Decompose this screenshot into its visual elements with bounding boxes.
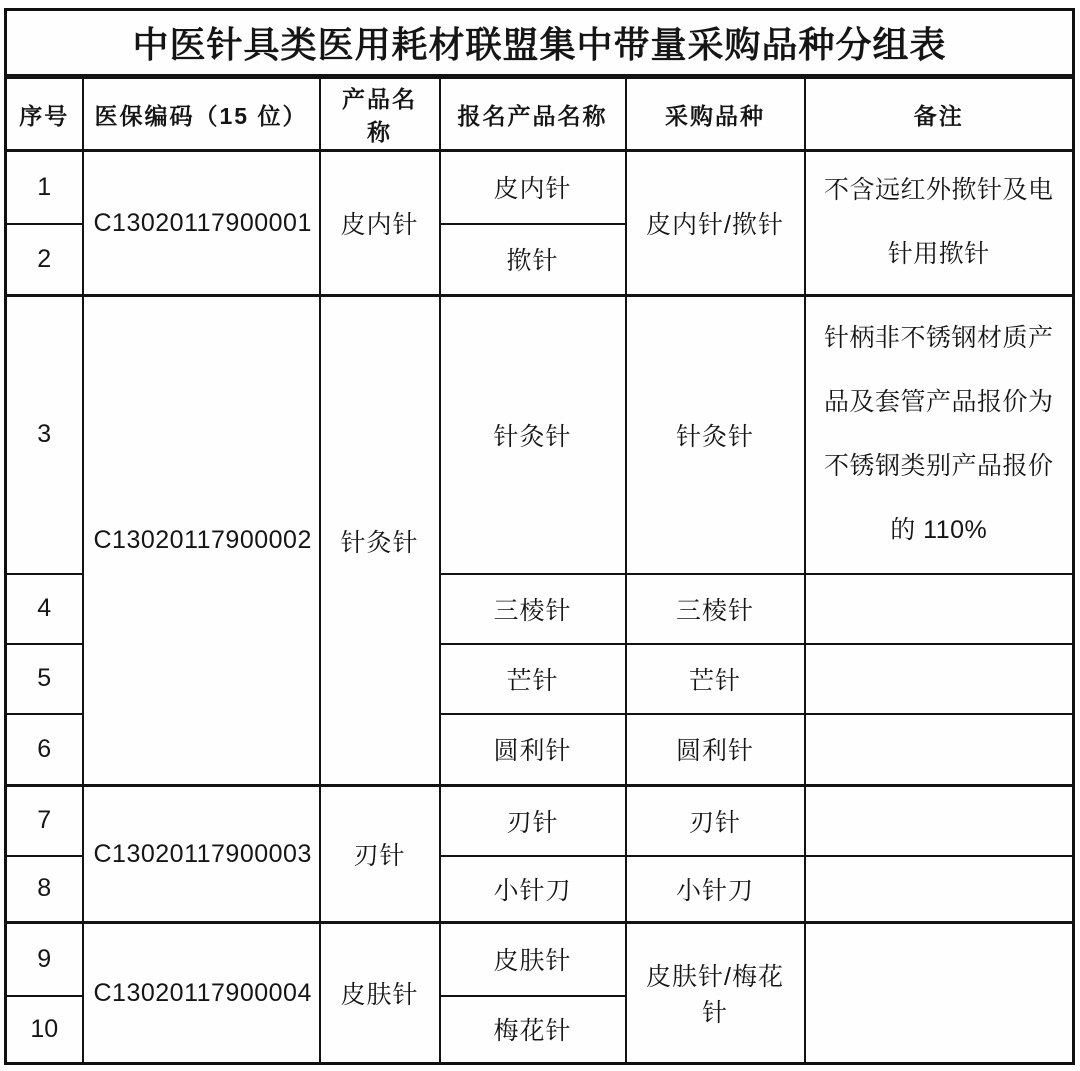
remark-cell-g4 bbox=[805, 923, 1074, 1064]
seq-cell-1: 1 bbox=[6, 151, 83, 224]
reg-cell-6: 圆利针 bbox=[440, 714, 626, 786]
product-cell-g2: 针灸针 bbox=[320, 296, 440, 786]
product-cell-g1: 皮内针 bbox=[320, 151, 440, 296]
variety-cell-8: 小针刀 bbox=[626, 856, 805, 923]
table-row bbox=[6, 296, 1074, 574]
variety-cell-4: 三棱针 bbox=[626, 574, 805, 644]
code-cell-g2: C13020117900002 bbox=[83, 296, 320, 786]
product-cell-g3: 刃针 bbox=[320, 786, 440, 923]
seq-cell-9: 9 bbox=[6, 923, 83, 996]
seq-cell-6: 6 bbox=[6, 714, 83, 786]
reg-cell-3: 针灸针 bbox=[440, 296, 626, 574]
remark-cell-g1: 不含远红外揿针及电针用揿针 bbox=[805, 151, 1074, 296]
remark-cell-6 bbox=[805, 714, 1074, 786]
col-header-reg: 报名产品名称 bbox=[440, 77, 626, 151]
col-header-remark: 备注 bbox=[805, 77, 1074, 151]
variety-cell-7: 刃针 bbox=[626, 786, 805, 856]
col-header-code: 医保编码（15 位） bbox=[83, 77, 320, 151]
remark-cell-8 bbox=[805, 856, 1074, 923]
variety-cell-g4: 皮肤针/梅花针 bbox=[626, 923, 805, 1064]
variety-cell-6: 圆利针 bbox=[626, 714, 805, 786]
seq-cell-2: 2 bbox=[6, 224, 83, 296]
reg-cell-9: 皮肤针 bbox=[440, 923, 626, 996]
reg-cell-2: 揿针 bbox=[440, 224, 626, 296]
reg-cell-1: 皮内针 bbox=[440, 151, 626, 224]
seq-cell-7: 7 bbox=[6, 786, 83, 856]
seq-cell-10: 10 bbox=[6, 996, 83, 1064]
table-row bbox=[6, 923, 1074, 996]
variety-cell-3: 针灸针 bbox=[626, 296, 805, 574]
table-row bbox=[6, 151, 1074, 224]
seq-cell-5: 5 bbox=[6, 644, 83, 714]
variety-cell-5: 芒针 bbox=[626, 644, 805, 714]
seq-cell-8: 8 bbox=[6, 856, 83, 923]
reg-cell-7: 刃针 bbox=[440, 786, 626, 856]
table-title: 中医针具类医用耗材联盟集中带量采购品种分组表 bbox=[6, 10, 1074, 77]
procurement-grouping-table bbox=[4, 8, 1075, 1065]
col-header-variety: 采购品种 bbox=[626, 77, 805, 151]
remark-cell-5 bbox=[805, 644, 1074, 714]
seq-cell-3: 3 bbox=[6, 296, 83, 574]
reg-cell-10: 梅花针 bbox=[440, 996, 626, 1064]
code-cell-g4: C13020117900004 bbox=[83, 923, 320, 1064]
table-row bbox=[6, 786, 1074, 856]
reg-cell-5: 芒针 bbox=[440, 644, 626, 714]
col-header-product: 产品名称 bbox=[320, 77, 440, 151]
reg-cell-4: 三棱针 bbox=[440, 574, 626, 644]
seq-cell-4: 4 bbox=[6, 574, 83, 644]
reg-cell-8: 小针刀 bbox=[440, 856, 626, 923]
remark-cell-4 bbox=[805, 574, 1074, 644]
remark-cell-3: 针柄非不锈钢材质产品及套管产品报价为不锈钢类别产品报价的 110% bbox=[805, 296, 1074, 574]
code-cell-g1: C13020117900001 bbox=[83, 151, 320, 296]
remark-cell-7 bbox=[805, 786, 1074, 856]
code-cell-g3: C13020117900003 bbox=[83, 786, 320, 923]
product-cell-g4: 皮肤针 bbox=[320, 923, 440, 1064]
variety-cell-g1: 皮内针/揿针 bbox=[626, 151, 805, 296]
col-header-seq: 序号 bbox=[6, 77, 83, 151]
